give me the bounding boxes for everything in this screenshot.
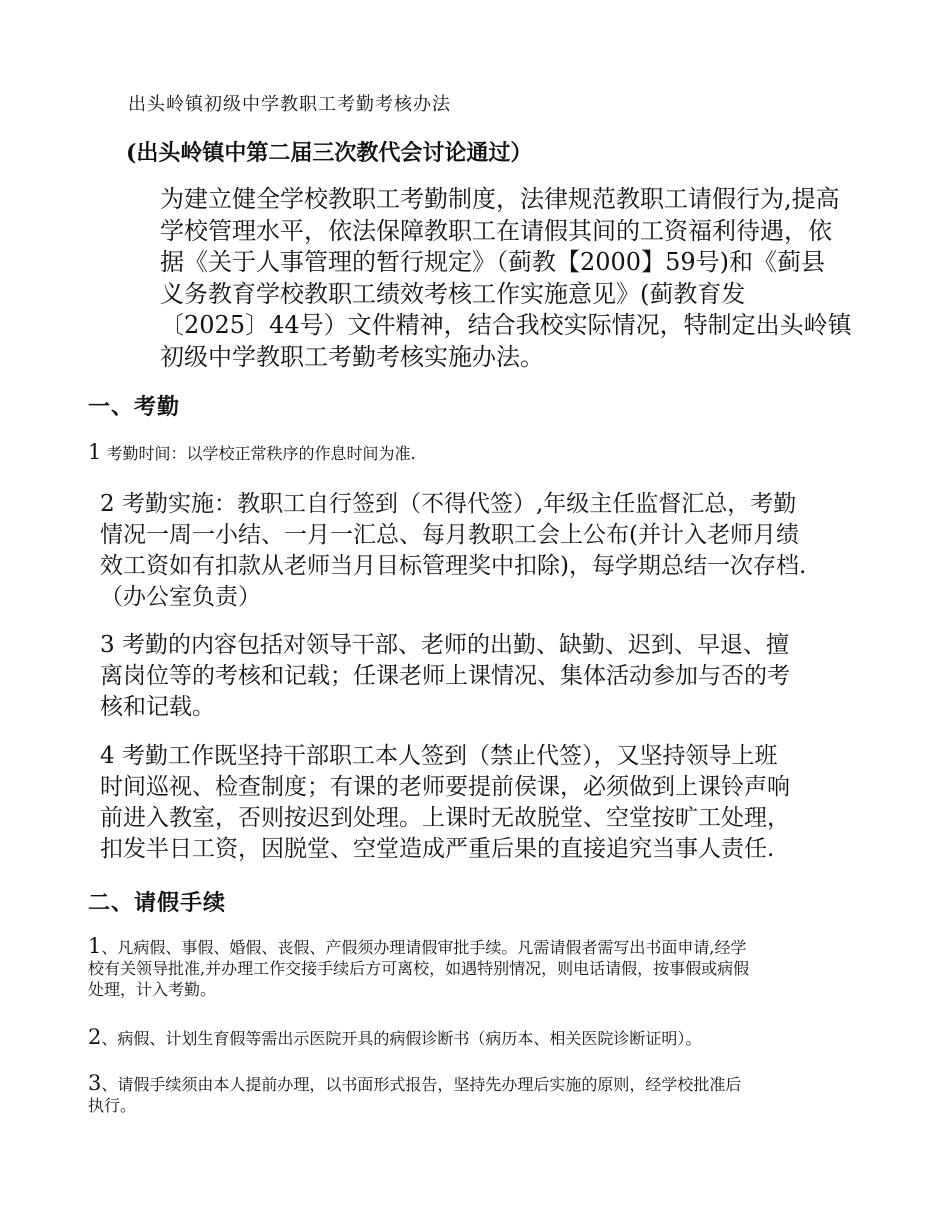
- document-title: 出头岭镇初级中学教职工考勤考核办法: [128, 94, 451, 115]
- attendance-item-2: [100, 489, 806, 613]
- intro-line: 〔2025〕44号）文件精神，结合我校实际情况，特制定出头岭镇: [160, 311, 852, 339]
- intro-line: 初级中学教职工考勤考核实施办法。: [160, 342, 544, 371]
- item-line: [88, 936, 749, 958]
- item-line: 离岗位等的考核和记载；任课老师上课情况、集体活动参加与否的考: [100, 663, 790, 689]
- intro-line: 学校管理水平，依法保障教职工在请假其间的工资福利待遇，依: [160, 216, 832, 245]
- item-line: 2 考勤实施：教职工自行签到（不得代签）,年级主任监督汇总，考勤: [100, 491, 797, 517]
- leave-item-1: [88, 936, 749, 1000]
- item-line: [88, 1027, 701, 1049]
- item-line: （办公室负责）: [100, 584, 261, 610]
- intro-line: 为建立健全学校教职工考勤制度，法律规范教职工请假行为,提高: [160, 185, 840, 213]
- leave-item-2: [88, 1027, 701, 1049]
- intro-line: 据《关于人事管理的暂行规定》（蓟教【2000】59号)和《蓟县: [160, 248, 825, 276]
- item-line: 4 考勤工作既坚持干部职工本人签到（禁止代签），又坚持领导上班: [100, 743, 778, 769]
- document-subtitle: (出头岭镇中第二届三次教代会讨论通过）: [126, 140, 533, 166]
- item-line: 时间巡视、检查制度；有课的老师要提前侯课，必须做到上课铃声响: [100, 774, 790, 800]
- item-line: 3 考勤的内容包括对领导干部、老师的出勤、缺勤、迟到、早退、擅: [100, 632, 789, 658]
- item-line: 执行。: [88, 1096, 137, 1115]
- item-line: 校有关领导批准,并办理工作交接手续后方可离校，如遇特别情况，则电话请假，按事假或病假: [88, 959, 750, 978]
- intro-line: 义务教育学校教职工绩效考核工作实施意见》(蓟教育发: [160, 279, 746, 308]
- item-text: 考勤时间：以学校正常秩序的作息时间为准.: [101, 444, 416, 463]
- intro-paragraph: [160, 184, 852, 373]
- item-line: 效工资如有扣款从老师当月目标管理奖中扣除)，每学期总结一次存档.: [100, 553, 807, 579]
- section-heading-attendance: 一、考勤: [88, 394, 181, 420]
- item-text: 、请假手续须由本人提前办理，以书面形式报告，坚持先办理后实施的原则，经学校批准后: [101, 1075, 742, 1094]
- item-number: 1: [88, 934, 102, 958]
- item-number: 2: [88, 1025, 102, 1049]
- attendance-item-4: [100, 741, 790, 865]
- item-line: [88, 1073, 741, 1095]
- item-line: 前进入教室，否则按迟到处理。上课时无故脱堂、空堂按旷工处理，: [100, 805, 790, 831]
- item-text: 、凡病假、事假、婚假、丧假、产假须办理请假审批手续。凡需请假者需写出书面申请,经学: [101, 938, 747, 957]
- item-line: 处理，计入考勤。: [88, 980, 217, 999]
- attendance-item-1: [88, 442, 416, 464]
- item-number: 1: [88, 440, 102, 464]
- item-line: 扣发半日工资，因脱堂、空堂造成严重后果的直接追究当事人责任.: [100, 836, 775, 862]
- item-number: 3: [88, 1071, 102, 1095]
- attendance-item-3: [100, 630, 790, 723]
- item-line: 情况一周一小结、一月一汇总、每月教职工会上公布(并计入老师月绩: [100, 522, 799, 548]
- item-text: 、病假、计划生育假等需出示医院开具的病假诊断书（病历本、相关医院诊断证明）。: [101, 1029, 702, 1048]
- leave-item-3: [88, 1073, 741, 1116]
- section-heading-leave: 二、请假手续: [88, 890, 227, 916]
- item-line: 核和记载。: [100, 694, 215, 720]
